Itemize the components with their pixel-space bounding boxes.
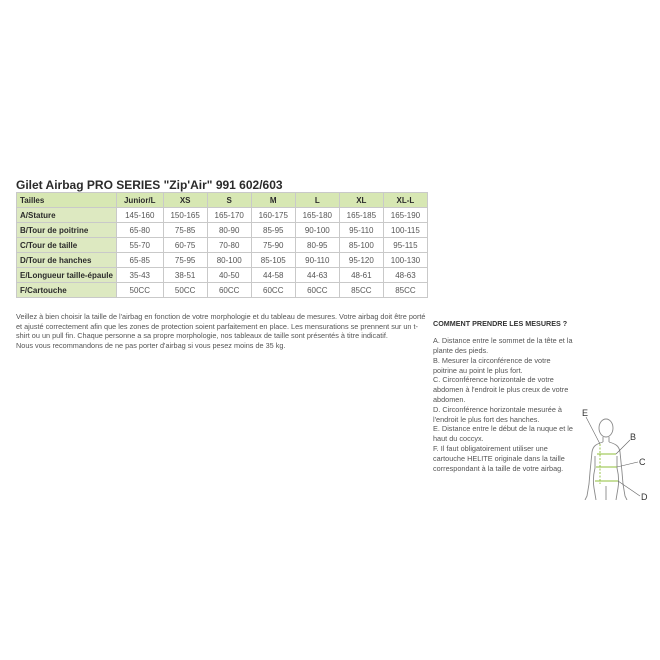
table-cell: 90-110 xyxy=(295,253,339,268)
table-cell: 85CC xyxy=(339,283,383,298)
table-cell: 44-58 xyxy=(251,268,295,283)
neck-outline xyxy=(603,437,609,442)
table-cell: 40-50 xyxy=(207,268,251,283)
table-row xyxy=(17,208,428,223)
column-header: Junior/L xyxy=(116,193,163,208)
table-corner-label: Tailles xyxy=(17,193,117,208)
table-cell: 65-85 xyxy=(116,253,163,268)
table-cell: 85-105 xyxy=(251,253,295,268)
size-advice-notes xyxy=(16,312,426,350)
label-c: C xyxy=(639,457,646,467)
table-cell: 75-90 xyxy=(251,238,295,253)
table-cell: 80-100 xyxy=(207,253,251,268)
weight-warning-paragraph: Nous vous recommandons de ne pas porter d'airbag si vous pesez moins de 35 kg. xyxy=(16,340,286,350)
table-cell: 95-110 xyxy=(339,223,383,238)
table-cell: 80-90 xyxy=(207,223,251,238)
body-measurement-figure xyxy=(560,300,660,500)
table-cell: 60CC xyxy=(295,283,339,298)
table-cell: 48-63 xyxy=(383,268,427,283)
table-cell: 160-175 xyxy=(251,208,295,223)
instruction-item: A. Distance entre le sommet de la tête et la plante des pieds. xyxy=(433,336,573,355)
table-cell: 44-63 xyxy=(295,268,339,283)
table-row xyxy=(17,253,428,268)
table-cell: 50CC xyxy=(163,283,207,298)
table-cell: 65-80 xyxy=(116,223,163,238)
table-cell: 48-61 xyxy=(339,268,383,283)
head-outline xyxy=(599,419,613,437)
instruction-item: B. Mesurer la circonférence de votre poitrine au point le plus fort. xyxy=(433,355,551,375)
row-label: F/Cartouche xyxy=(17,283,117,298)
c-leader-line xyxy=(617,462,638,467)
row-label: E/Longueur taille-épaule xyxy=(17,268,117,283)
table-cell: 100-115 xyxy=(383,223,427,238)
instructions-heading: COMMENT PRENDRE LES MESURES ? xyxy=(433,319,568,329)
row-label: C/Tour de taille xyxy=(17,238,117,253)
table-cell: 60-75 xyxy=(163,238,207,253)
instruction-item: F. Il faut obligatoirement utiliser une cartouche HELITE originale dans la taille correspondant à la taille de votre airbag. xyxy=(433,443,565,473)
table-cell: 95-115 xyxy=(383,238,427,253)
table-cell: 75-95 xyxy=(163,253,207,268)
e-leader-line xyxy=(586,417,600,444)
table-row xyxy=(17,238,428,253)
column-header: L xyxy=(295,193,339,208)
measurement-instructions xyxy=(433,312,573,473)
table-cell: 145-160 xyxy=(116,208,163,223)
page-title: Gilet Airbag PRO SERIES "Zip'Air" 991 602/603 xyxy=(16,178,283,192)
table-row xyxy=(17,223,428,238)
column-header: M xyxy=(251,193,295,208)
table-cell: 80-95 xyxy=(295,238,339,253)
column-header: S xyxy=(207,193,251,208)
table-row xyxy=(17,283,428,298)
table-cell: 85-95 xyxy=(251,223,295,238)
table-cell: 75-85 xyxy=(163,223,207,238)
table-cell: 165-170 xyxy=(207,208,251,223)
table-row xyxy=(17,268,428,283)
table-cell: 60CC xyxy=(251,283,295,298)
column-header: XL xyxy=(339,193,383,208)
table-cell: 165-180 xyxy=(295,208,339,223)
table-cell: 100-130 xyxy=(383,253,427,268)
table-cell: 35-43 xyxy=(116,268,163,283)
table-cell: 150-165 xyxy=(163,208,207,223)
table-cell: 165-185 xyxy=(339,208,383,223)
instruction-item: E. Distance entre le début de la nuque et le haut du coccyx. xyxy=(433,424,573,444)
table-cell: 70-80 xyxy=(207,238,251,253)
d-leader-line xyxy=(618,481,640,496)
label-e: E xyxy=(582,408,589,418)
right-torso-outline xyxy=(616,456,619,500)
table-cell: 90-100 xyxy=(295,223,339,238)
table-cell: 55-70 xyxy=(116,238,163,253)
column-header: XL-L xyxy=(383,193,427,208)
table-cell: 50CC xyxy=(116,283,163,298)
table-header-row xyxy=(17,193,428,208)
label-b: B xyxy=(630,432,637,442)
instruction-item: D. Circonférence horizontale mesurée à l'endroit le plus fort des hanches. xyxy=(433,404,562,424)
row-label: B/Tour de poitrine xyxy=(17,223,117,238)
table-cell: 85-100 xyxy=(339,238,383,253)
instruction-item: C. Circonférence horizontale de votre abdomen à l'endroit le plus creux de votre abdomen. xyxy=(433,375,569,404)
advice-paragraph: Veillez à bien choisir la taille de l'airbag en fonction de votre morphologie et du tableau de mesures. Votre airbag doit être porté et ajusté correctement afin que les zones de protection soient parfaitement en place. Les mensurations se prennent sur un t-shirt ou un pull fin. Chaque personne a sa propre morphologie, nos tableaux de taille sont présentés à titre indicatif. xyxy=(16,312,426,341)
row-label: D/Tour de hanches xyxy=(17,253,117,268)
table-cell: 95-120 xyxy=(339,253,383,268)
row-label: A/Stature xyxy=(17,208,117,223)
column-header: XS xyxy=(163,193,207,208)
table-cell: 85CC xyxy=(383,283,427,298)
body-outline xyxy=(585,419,627,500)
size-chart-table xyxy=(16,192,428,298)
table-cell: 165-190 xyxy=(383,208,427,223)
measurement-lines xyxy=(595,444,618,484)
left-torso-outline xyxy=(593,456,596,500)
label-d: D xyxy=(641,492,648,500)
table-cell: 60CC xyxy=(207,283,251,298)
table-cell: 38-51 xyxy=(163,268,207,283)
